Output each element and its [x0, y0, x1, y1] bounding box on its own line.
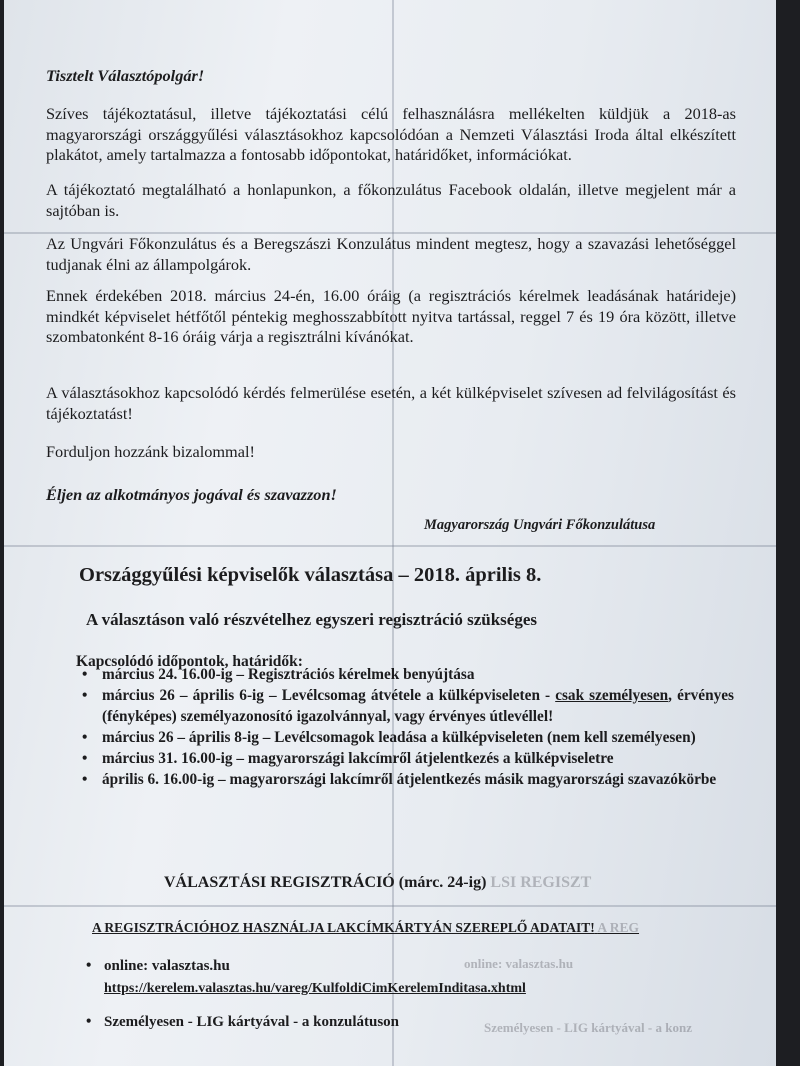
letter-paper	[4, 0, 776, 1066]
intro-paragraph: Szíves tájékoztatásul, illetve tájékoztatási célú felhasználásra mellékelten küldjük a 2018-as magyarországi országgyűlési választásokhoz kapcsolódóan a Nemzeti Választási Iroda által elkészített plakátot, amely tartalmazza a fontosabb időpontokat, határidőket, információkat.	[46, 104, 736, 164]
bleed-through-text: online: valasztas.hu	[464, 956, 574, 971]
list-item-text: március 24. 16.00-ig – Regisztrációs kérelmek benyújtása	[102, 666, 475, 683]
info-paragraph: A tájékoztató megtalálható a honlapunkon, a főkonzulátus Facebook oldalán, illetve megjelent már a sajtóban is.	[46, 180, 736, 220]
bleed-through-text: Személyesen - LIG kártyával - a konz	[484, 1020, 692, 1035]
paper-fold	[4, 905, 776, 907]
signature: Magyarország Ungvári Főkonzulátusa	[424, 517, 656, 533]
bleed-through-text: A REG	[597, 920, 640, 935]
registration-heading-text: VÁLASZTÁSI REGISZTRÁCIÓ (márc. 24-ig)	[164, 874, 487, 891]
list-item	[102, 664, 734, 685]
slogan: Éljen az alkotmányos jogával és szavazzon!	[46, 485, 337, 504]
bleed-through-text: LSI REGISZT	[490, 874, 592, 891]
list-item-text: március 31. 16.00-ig – magyarországi lakcímről átjelentkezés a külképviseletre	[102, 750, 614, 767]
questions-paragraph: A választásokhoz kapcsolódó kérdés felmerülése esetén, a két külképviselet szívesen ad felvilágosítást és tájékoztatást!	[46, 383, 736, 423]
registration-note-text: A REGISZTRÁCIÓHOZ HASZNÁLJA LAKCÍMKÁRTYÁN SZEREPLŐ ADATAIT!	[92, 920, 595, 935]
dates-list	[76, 664, 734, 790]
list-item	[102, 748, 734, 769]
registration-note	[92, 918, 732, 939]
trust-paragraph: Forduljon hozzánk bizalommal!	[46, 442, 255, 461]
list-item	[102, 769, 734, 790]
paper-fold	[4, 545, 776, 547]
bullet: •	[86, 957, 92, 974]
list-item	[102, 685, 734, 727]
list-item-text: , érvényes (fényképes) személyazonosító igazolvánnyal, vagy érvényes útlevéllel!	[102, 687, 734, 725]
opening-hours-paragraph: Ennek érdekében 2018. március 24-én, 16.00 óráig (a regisztrációs kérelmek leadásának határideje) mindkét képviselet hétfőtől péntekig meghosszabbított nyitva tartással, reggel 7 és 19 óra között, illetve szombatonként 8-16 óráig várja a regisztrálni kívánókat.	[46, 286, 736, 346]
greeting: Tisztelt Választópolgár!	[46, 66, 205, 85]
poster-title: Országgyűlési képviselők választása – 2018. április 8.	[79, 564, 542, 586]
list-item	[102, 727, 734, 748]
registration-link[interactable]: https://kerelem.valasztas.hu/vareg/KulfoldiCimKerelemInditasa.xhtml	[104, 981, 526, 996]
list-item-text: április 6. 16.00-ig – magyarországi lakcímről átjelentkezés másik magyarországi szavazókörbe	[102, 771, 717, 788]
dates-heading: Kapcsolódó időpontok, határidők:	[76, 653, 303, 670]
underlined-text: csak személyesen	[555, 687, 669, 704]
consulate-paragraph: Az Ungvári Főkonzulátus és a Beregszászi Konzulátus mindent megtesz, hogy a szavazási lehetőséggel tudjanak élni az állampolgárok.	[46, 234, 736, 274]
bullet: •	[86, 1013, 92, 1030]
poster-subtitle: A választáson való részvételhez egyszeri regisztráció szükséges	[86, 610, 538, 629]
list-item-text: március 26 – április 8-ig – Levélcsomagok leadása a külképviseleten (nem kell személyesen)	[102, 729, 696, 746]
registration-heading	[164, 873, 724, 894]
list-item-text: március 26 – április 6-ig – Levélcsomag átvétele a külképviseleten -	[102, 687, 556, 704]
personal-label: Személyesen - LIG kártyával - a konzulátuson	[104, 1014, 400, 1030]
online-label: online: valasztas.hu	[104, 958, 230, 974]
